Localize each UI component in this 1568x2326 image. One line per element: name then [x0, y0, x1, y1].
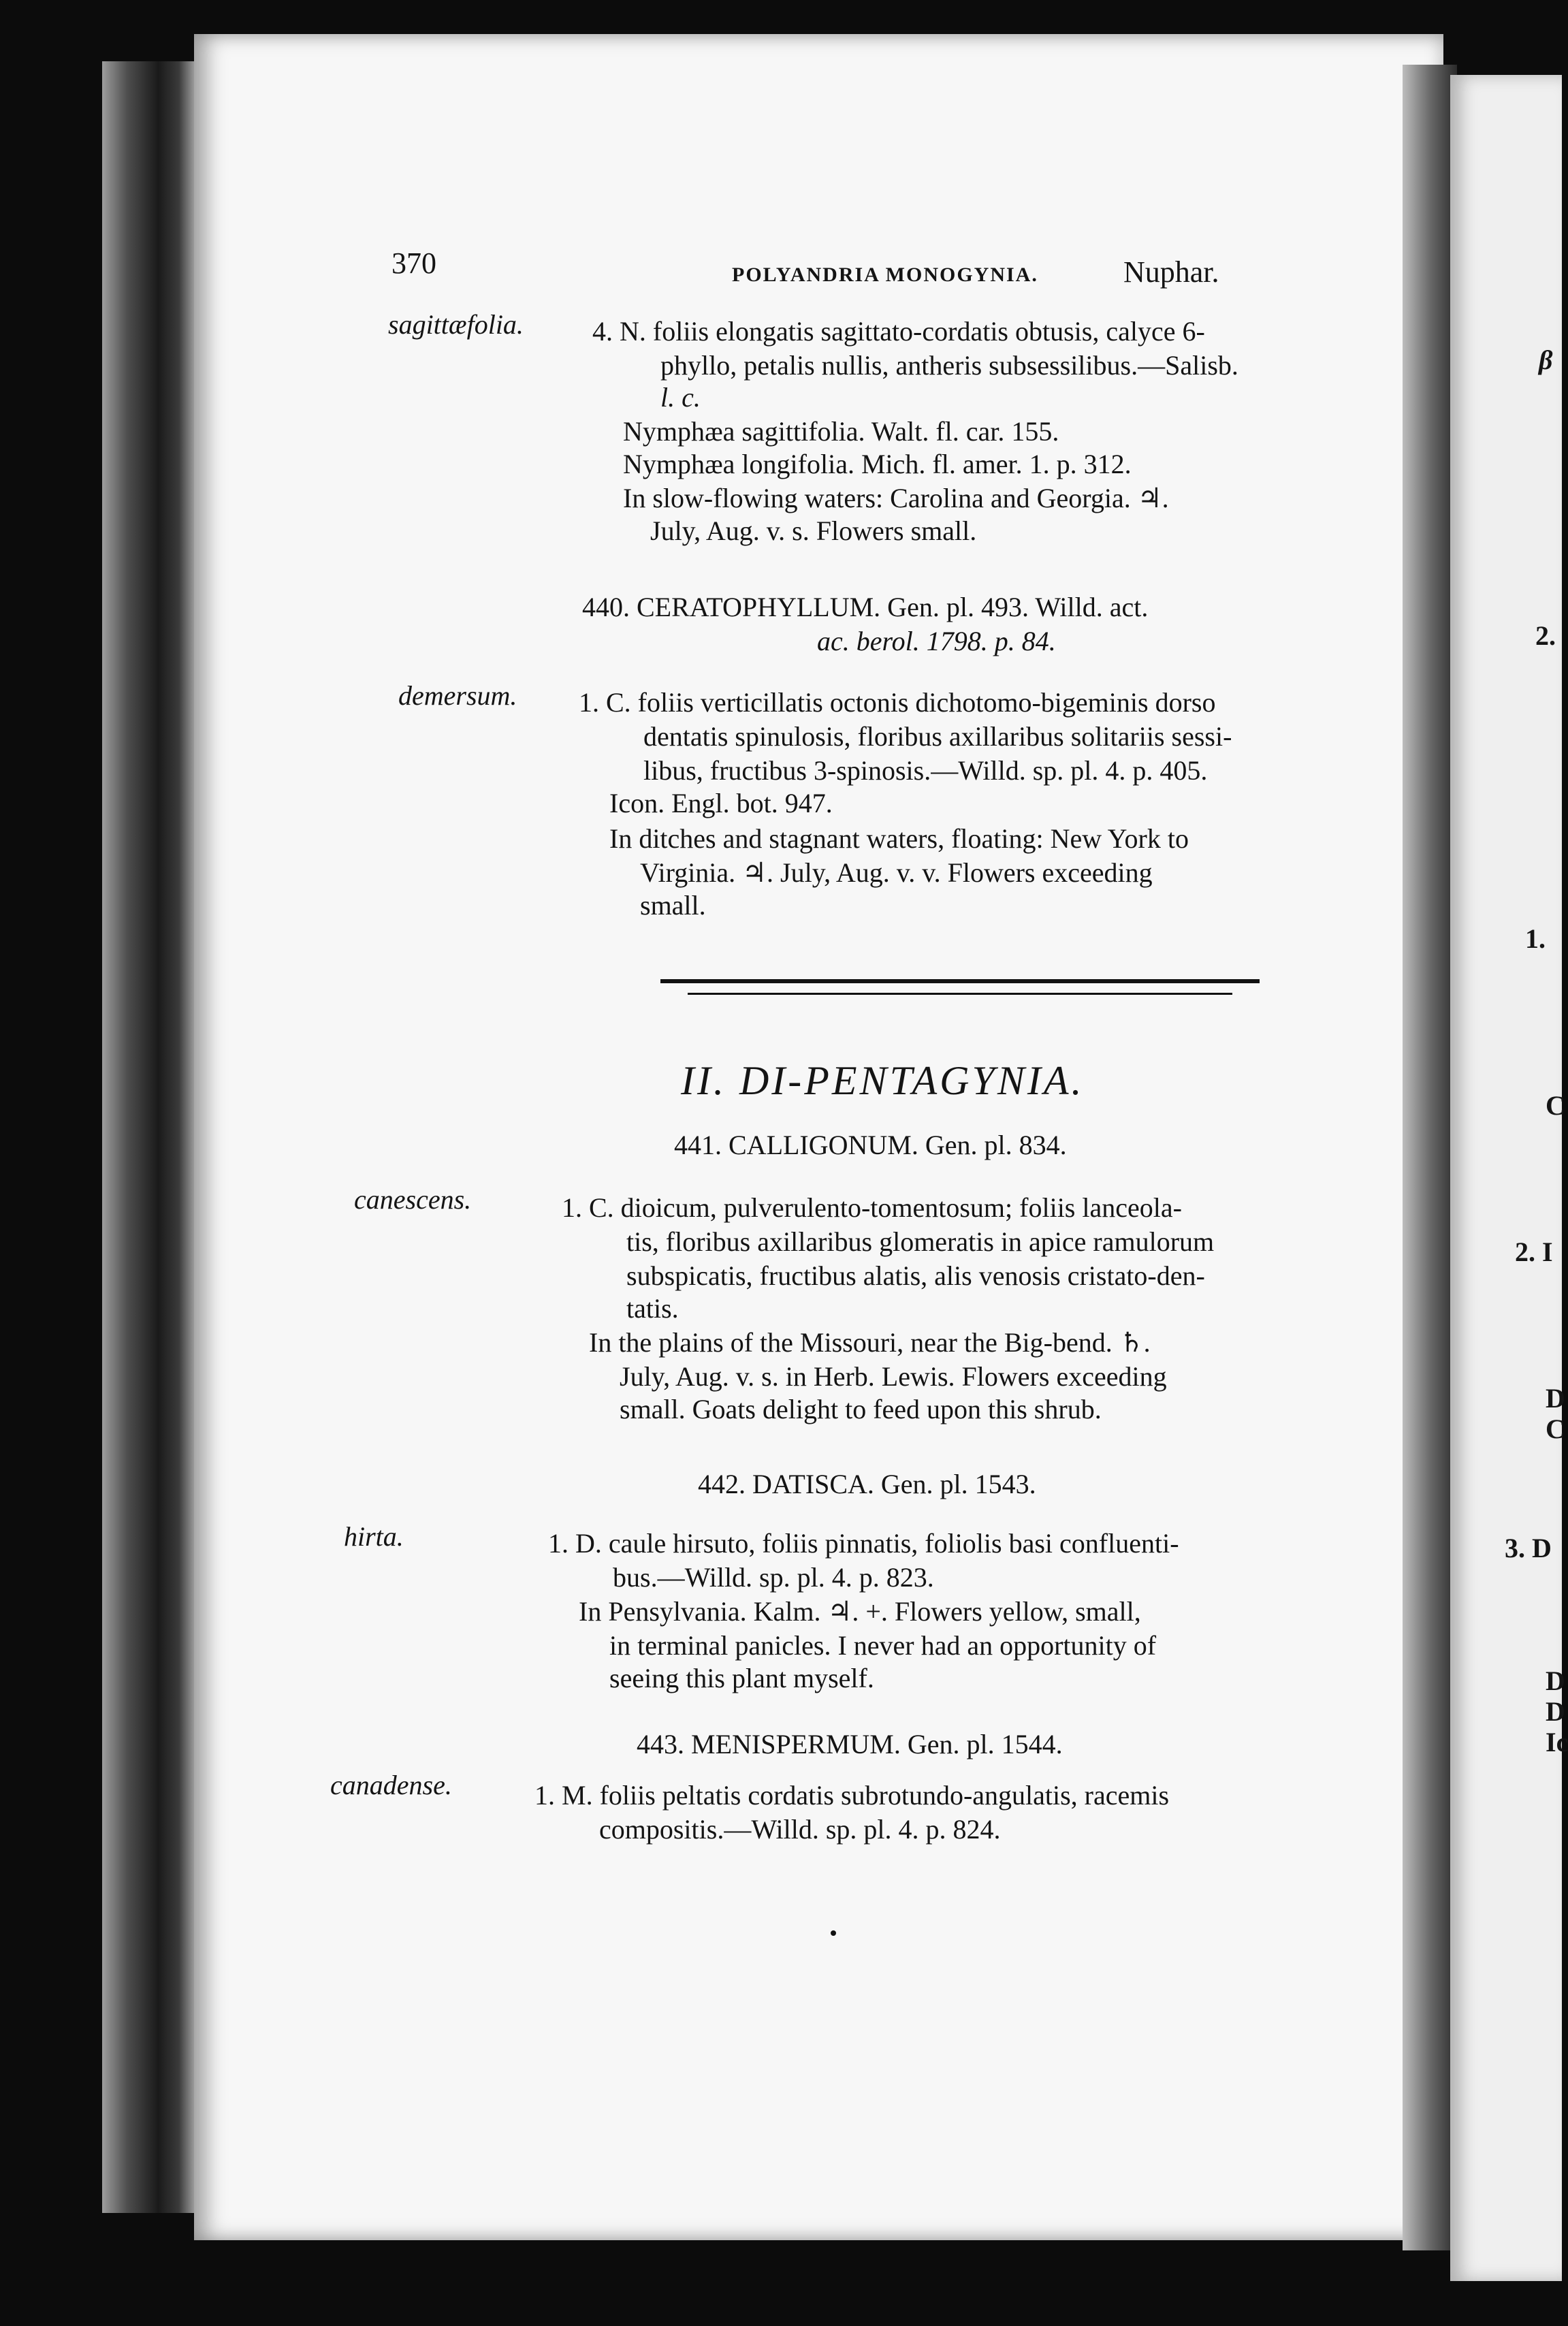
facing-text: 3. D [1505, 1533, 1552, 1563]
species-diagnosis-line: tatis. [626, 1293, 679, 1324]
habitat-line: Virginia. ♃. July, Aug. v. v. Flowers exceeding [640, 857, 1153, 888]
synonym-line: Nymphæa longifolia. Mich. fl. amer. 1. p. 312. [623, 449, 1132, 479]
species-diagnosis-line: 4. N. foliis elongatis sagittato-cordatis obtusis, calyce 6- [592, 316, 1205, 347]
synonym-line: Nymphæa sagittifolia. Walt. fl. car. 155. [623, 416, 1059, 447]
genus-heading-cont: ac. berol. 1798. p. 84. [817, 626, 1056, 656]
facing-text: Ic [1546, 1727, 1568, 1757]
section-divider [688, 993, 1232, 995]
habitat-line: In slow-flowing waters: Carolina and Georgia. ♃. [623, 483, 1169, 513]
running-title: POLYANDRIA MONOGYNIA. [732, 264, 1038, 286]
habitat-line: small. [640, 890, 706, 921]
habitat-line: In ditches and stagnant waters, floating: New York to [609, 823, 1189, 854]
habitat-line: small. Goats delight to feed upon this shrub. [620, 1394, 1102, 1424]
icon-reference: Icon. Engl. bot. 947. [609, 788, 833, 818]
running-genus: Nuphar. [1123, 255, 1219, 289]
species-margin-name: demersum. [398, 680, 517, 711]
facing-text: C [1546, 1414, 1565, 1444]
species-diagnosis-line: dentatis spinulosis, floribus axillaribus solitariis sessi- [643, 721, 1232, 752]
species-diagnosis-line: libus, fructibus 3-spinosis.—Willd. sp. pl. 4. p. 405. [643, 755, 1208, 786]
habitat-line: In Pensylvania. Kalm. ♃. +. Flowers yellow, small, [579, 1596, 1141, 1627]
facing-text: D [1546, 1383, 1565, 1414]
species-diagnosis-line: tis, floribus axillaribus glomeratis in apice ramulorum [626, 1226, 1215, 1257]
genus-heading: 441. CALLIGONUM. Gen. pl. 834. [674, 1130, 1067, 1160]
species-diagnosis-line: subspicatis, fructibus alatis, alis venosis cristato-den- [626, 1260, 1205, 1291]
facing-page-fragment [1450, 75, 1568, 2281]
habitat-line: seeing this plant myself. [609, 1663, 874, 1693]
facing-text: C [1546, 1090, 1565, 1121]
species-margin-name: canadense. [330, 1770, 452, 1800]
section-divider [660, 979, 1260, 983]
species-diagnosis-line: 1. C. dioicum, pulverulento-tomentosum; foliis lanceola- [562, 1192, 1182, 1223]
book-gutter [1403, 65, 1457, 2250]
habitat-line: In the plains of the Missouri, near the Big-bend. ♄. [589, 1327, 1151, 1358]
ink-speck [831, 1930, 836, 1936]
genus-heading: 442. DATISCA. Gen. pl. 1543. [698, 1469, 1036, 1499]
species-diagnosis-line: l. c. [660, 382, 701, 413]
genus-heading: 440. CERATOPHYLLUM. Gen. pl. 493. Willd. act. [582, 592, 1149, 622]
habitat-line: in terminal panicles. I never had an opportunity of [609, 1630, 1157, 1661]
habitat-line: July, Aug. v. s. Flowers small. [650, 515, 977, 546]
species-margin-name: hirta. [344, 1521, 404, 1552]
species-margin-name: sagittæfolia. [388, 309, 524, 340]
species-diagnosis-line: phyllo, petalis nullis, antheris subsessilibus.—Salisb. [660, 350, 1238, 381]
facing-text: β [1539, 345, 1553, 375]
facing-text: D [1546, 1666, 1565, 1696]
species-margin-name: canescens. [354, 1184, 472, 1215]
species-diagnosis-line: 1. D. caule hirsuto, foliis pinnatis, foliolis basi confluenti- [548, 1528, 1179, 1559]
species-diagnosis-line: 1. C. foliis verticillatis octonis dichotomo-bigeminis dorso [579, 687, 1216, 718]
habitat-line: July, Aug. v. s. in Herb. Lewis. Flowers exceeding [620, 1361, 1167, 1392]
facing-text: 1. [1525, 923, 1546, 954]
section-title: II. DI-PENTAGYNIA. [681, 1058, 1085, 1103]
genus-heading: 443. MENISPERMUM. Gen. pl. 1544. [637, 1729, 1063, 1759]
page-edge-shadow [102, 61, 204, 2213]
page-number: 370 [391, 246, 436, 280]
facing-text: D [1546, 1696, 1565, 1727]
species-diagnosis-line: compositis.—Willd. sp. pl. 4. p. 824. [599, 1814, 1001, 1845]
species-diagnosis-line: 1. M. foliis peltatis cordatis subrotundo-angulatis, racemis [534, 1780, 1170, 1811]
facing-text: 2. I [1515, 1237, 1553, 1267]
species-diagnosis-line: bus.—Willd. sp. pl. 4. p. 823. [613, 1562, 934, 1593]
facing-text: 2. [1535, 620, 1556, 651]
